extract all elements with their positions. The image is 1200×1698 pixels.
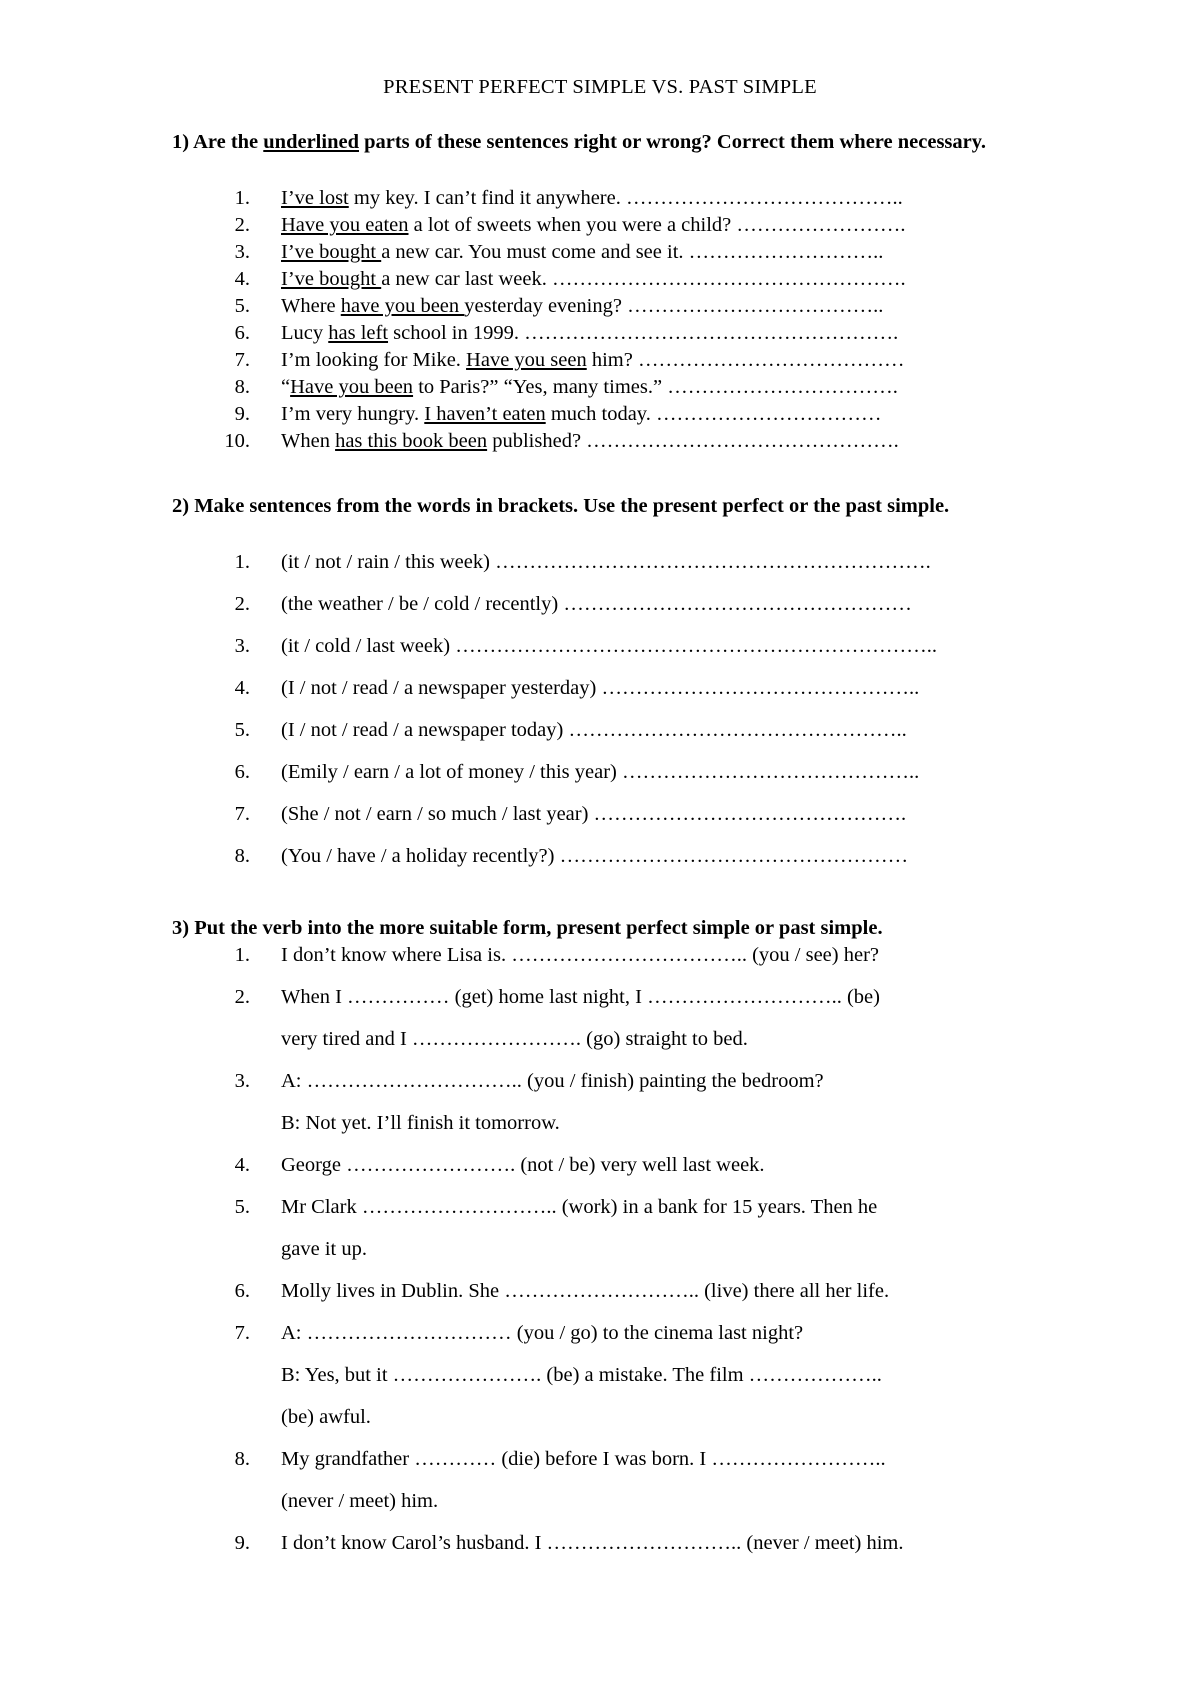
item-text: (I / not / read / a newspaper yesterday) ……………………………………….. bbox=[281, 677, 920, 699]
underlined-part: has left bbox=[328, 322, 389, 344]
item-text: I’ve lost my key. I can’t find it anywhere. ………………………………….. bbox=[281, 187, 903, 209]
item-number: 1. bbox=[234, 944, 250, 966]
item-number: 10. bbox=[224, 430, 250, 452]
item-text: I’ve bought a new car. You must come and see it. ……………………….. bbox=[281, 241, 884, 263]
item-text: (it / not / rain / this week) ………………………………………………………. bbox=[281, 551, 931, 573]
underlined-part: Have you been bbox=[290, 376, 414, 398]
item-text-continued: gave it up. bbox=[281, 1238, 367, 1260]
exercise-1-heading-underlined: underlined bbox=[263, 131, 359, 153]
item-number: 6. bbox=[234, 322, 250, 344]
item-number: 9. bbox=[234, 1532, 250, 1554]
item-text: I’m very hungry. I haven’t eaten much today. …………………………… bbox=[281, 403, 882, 425]
item-number: 7. bbox=[234, 349, 250, 371]
item-text: When I …………… (get) home last night, I ……………………….. (be) bbox=[281, 986, 880, 1008]
item-text-continued: (never / meet) him. bbox=[281, 1490, 439, 1512]
item-number: 8. bbox=[234, 376, 250, 398]
item-text: A: ………………………… (you / go) to the cinema last night? bbox=[281, 1322, 804, 1344]
item-text: A: ………………………….. (you / finish) painting the bedroom? bbox=[281, 1070, 824, 1092]
item-number: 3. bbox=[234, 635, 250, 657]
item-text-continued: very tired and I ……………………. (go) straight to bed. bbox=[281, 1028, 748, 1050]
item-number: 9. bbox=[234, 403, 250, 425]
item-number: 2. bbox=[234, 986, 250, 1008]
item-number: 5. bbox=[234, 295, 250, 317]
item-text: Lucy has left school in 1999. ………………………………………………. bbox=[281, 322, 899, 344]
underlined-part: I haven’t eaten bbox=[424, 403, 546, 425]
item-number: 1. bbox=[234, 187, 250, 209]
item-number: 7. bbox=[234, 1322, 250, 1344]
item-text: I’ve bought a new car last week. ……………………………………………. bbox=[281, 268, 906, 290]
underlined-part: Have you seen bbox=[466, 349, 587, 371]
item-text: (the weather / be / cold / recently) …………………………………………… bbox=[281, 593, 912, 615]
item-text: (it / cold / last week) …………………………………………………………….. bbox=[281, 635, 937, 657]
item-number: 1. bbox=[234, 551, 250, 573]
item-text-continued: B: Not yet. I’ll finish it tomorrow. bbox=[281, 1112, 560, 1134]
item-text: (You / have / a holiday recently?) …………………………………………… bbox=[281, 845, 909, 867]
item-number: 5. bbox=[234, 1196, 250, 1218]
item-number: 8. bbox=[234, 845, 250, 867]
item-text: (I / not / read / a newspaper today) ………………………………………….. bbox=[281, 719, 907, 741]
item-text: My grandfather ………… (die) before I was born. I …………………….. bbox=[281, 1448, 886, 1470]
item-text: Molly lives in Dublin. She ……………………….. (live) there all her life. bbox=[281, 1280, 890, 1302]
item-text: “Have you been to Paris?” “Yes, many times.” ……………………………. bbox=[281, 376, 898, 398]
exercise-3-heading: 3) Put the verb into the more suitable form, present perfect simple or past simple. bbox=[172, 917, 883, 939]
item-number: 2. bbox=[234, 214, 250, 236]
underlined-part: Have you eaten bbox=[281, 214, 409, 236]
exercise-1-heading-pre: 1) Are the bbox=[172, 131, 264, 153]
item-number: 2. bbox=[234, 593, 250, 615]
exercise-1-heading-post: parts of these sentences right or wrong? Correct them where necessary. bbox=[358, 131, 986, 153]
exercise-1-heading bbox=[172, 128, 1052, 156]
item-text: I don’t know Carol’s husband. I ……………………….. (never / meet) him. bbox=[281, 1532, 904, 1554]
item-number: 5. bbox=[234, 719, 250, 741]
item-text: I’m looking for Mike. Have you seen him? ………………………………… bbox=[281, 349, 905, 371]
item-text: George ……………………. (not / be) very well last week. bbox=[281, 1154, 765, 1176]
item-number: 8. bbox=[234, 1448, 250, 1470]
underlined-part: have you been bbox=[340, 295, 465, 317]
item-text: Have you eaten a lot of sweets when you were a child? ……………………. bbox=[281, 214, 906, 236]
item-text: (Emily / earn / a lot of money / this year) …………………………………….. bbox=[281, 761, 920, 783]
page-title: PRESENT PERFECT SIMPLE VS. PAST SIMPLE bbox=[383, 76, 817, 98]
item-text: When has this book been published? ………………………………………. bbox=[281, 430, 899, 452]
underlined-part: I’ve bought bbox=[281, 241, 382, 263]
item-number: 6. bbox=[234, 1280, 250, 1302]
underlined-part: I’ve lost bbox=[281, 187, 349, 209]
item-number: 3. bbox=[234, 1070, 250, 1092]
underlined-part: I’ve bought bbox=[281, 268, 382, 290]
item-number: 4. bbox=[234, 677, 250, 699]
item-text-continued: (be) awful. bbox=[281, 1406, 371, 1428]
item-number: 4. bbox=[234, 1154, 250, 1176]
item-number: 6. bbox=[234, 761, 250, 783]
item-text: (She / not / earn / so much / last year) ………………………………………. bbox=[281, 803, 907, 825]
item-text: Mr Clark ……………………….. (work) in a bank for 15 years. Then he bbox=[281, 1196, 878, 1218]
item-text: Where have you been yesterday evening? ……………………………….. bbox=[281, 295, 884, 317]
item-number: 3. bbox=[234, 241, 250, 263]
item-number: 7. bbox=[234, 803, 250, 825]
exercise-2-heading: 2) Make sentences from the words in brackets. Use the present perfect or the past simple. bbox=[172, 495, 950, 517]
item-number: 4. bbox=[234, 268, 250, 290]
item-text-continued: B: Yes, but it …………………. (be) a mistake. The film ……………….. bbox=[281, 1364, 882, 1386]
underlined-part: has this book been bbox=[335, 430, 488, 452]
item-text: I don’t know where Lisa is. …………………………….. (you / see) her? bbox=[281, 944, 880, 966]
